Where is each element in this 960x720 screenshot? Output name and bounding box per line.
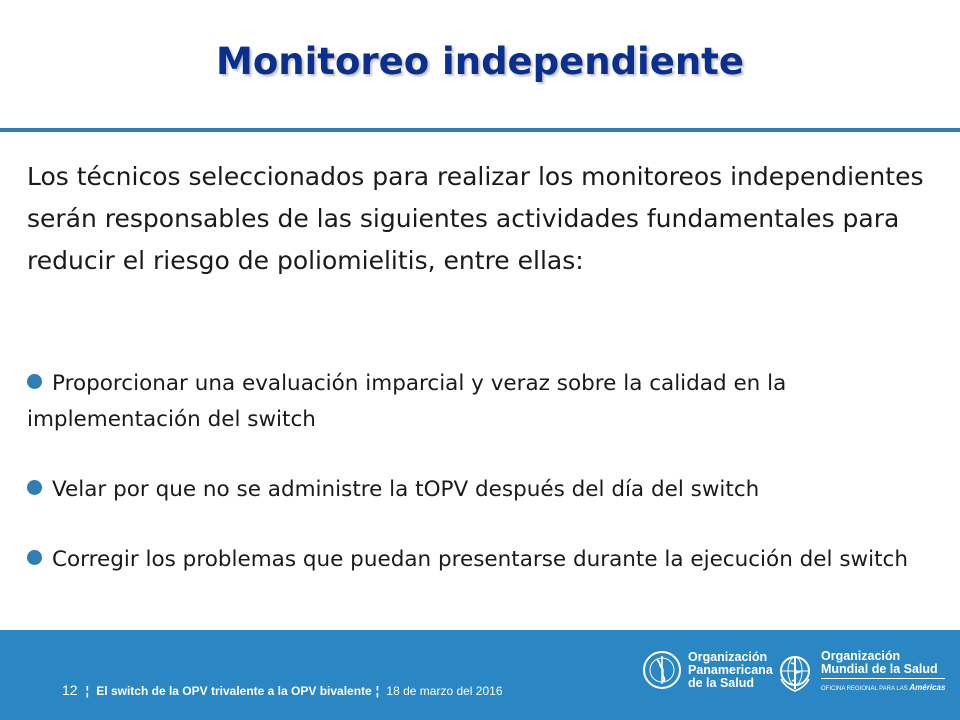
who-line-1: Organización (821, 649, 901, 663)
paho-emblem-icon (642, 650, 682, 690)
bullet-dot-icon (27, 550, 42, 565)
separator: ¦ (375, 684, 380, 698)
who-regional-office (821, 678, 945, 696)
paho-line-1: Organización (688, 649, 768, 664)
separator: ¦ (85, 684, 89, 698)
bullet-dot-icon (27, 374, 42, 389)
page-number: 12 (62, 682, 78, 698)
bullet-text: Velar por que no se administre la tOPV después del día del switch (52, 477, 760, 502)
who-emblem-icon (775, 653, 815, 693)
bullet-item (27, 542, 932, 578)
slide-title: Monitoreo independiente (216, 40, 744, 83)
paho-logo (642, 650, 773, 690)
paho-line-2: Panamericana (688, 662, 773, 677)
who-line-2: Mundial de la Salud (821, 662, 938, 676)
bullet-text: Corregir los problemas que puedan presentarse durante la ejecución del switch (52, 547, 908, 572)
bullet-item (27, 472, 932, 508)
paho-line-3: de la Salud (688, 675, 754, 690)
presentation-date: 18 de marzo del 2016 (386, 684, 503, 698)
bullet-item (27, 366, 932, 438)
who-subline-bold: Américas (909, 683, 946, 692)
bullet-text: Proporcionar una evaluación imparcial y veraz sobre la calidad en la implementación del switch (27, 371, 787, 432)
bullet-dot-icon (27, 480, 42, 495)
intro-paragraph: Los técnicos seleccionados para realizar los monitoreos independientes serán responsables de las siguientes actividades fundamentales para reducir el riesgo de poliomielitis, entre ellas: (27, 162, 924, 275)
footer-caption (62, 682, 503, 698)
who-subline-small: OFICINA REGIONAL PARA LAS (821, 686, 908, 692)
who-logo (775, 650, 945, 696)
title-divider (0, 128, 960, 132)
presentation-title: El switch de la OPV trivalente a la OPV bivalente (96, 684, 372, 698)
